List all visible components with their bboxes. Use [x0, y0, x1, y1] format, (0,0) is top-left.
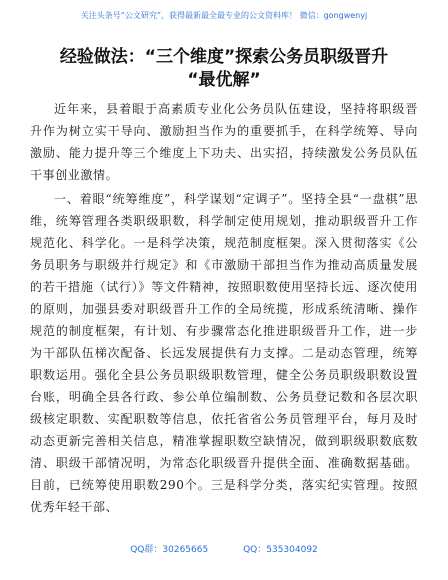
document-title — [30, 46, 418, 92]
title-line-2: “最优解” — [187, 70, 261, 90]
header-banner: 关注头条号“公文研究”，获得最新最全最专业的公文资料库！ 微信：gongwenyj — [80, 11, 368, 20]
paragraph-intro: 近年来，县着眼于高素质专业化公务员队伍建设，坚持将职级晋升作为树立实干导向、激励担当作为的重要抓手，在科学统筹、导向激励、能力提升等三个维度上下功夫、出实招，持续激发公务员队伍干事创业激情。 — [30, 102, 418, 182]
document-body — [30, 98, 418, 520]
paragraph-section-1: 一、着眼“统筹维度”，科学谋划“定调子”。坚持全县“一盘棋”思维，统筹管理各类职级职数，科学制定使用规划，推动职级晋升工作规范化、科学化。一是科学决策，规范制度框架。深入贯彻落实《公务员职务与职级并行规定》和《市激励干部担当作为推动高质量发展的若干措施（试行）》等文件精神，按照职数使用坚持长远、逐次使用的原则，加强县委对职级晋升工作的全局统揽，形成系统清晰、操作规范的制度框架，有计划、有步骤常态化推进职级晋升工作，进一步为干部队伍梯次配备、长远发展提供有力支撑。二是动态管理，统筹职数运用。强化全县公务员职级职数管理，健全公务员职级职数设置台账，明确全县各行政、参公单位编制数、公务员登记数和各层次职级核定职数、实配职数等信息，依托省省公务员管理平台，每月及时动态更新完善相关信息，精准掌握职数空缺情况，做到职级职数底数清、职级干部情况明，为常态化职级晋升提供全面、准确数据基础。目前，已统筹使用职数290个。三是科学分类，落实纪实管理。按照优秀年轻干部、 — [30, 192, 418, 514]
footer-qq-group: QQ群：30265665 — [130, 545, 209, 555]
footer-qq: QQ：535304092 — [243, 545, 318, 555]
footer-contacts — [0, 542, 448, 555]
title-line-1: 经验做法：“三个维度”探索公务员职级晋升 — [59, 47, 389, 67]
